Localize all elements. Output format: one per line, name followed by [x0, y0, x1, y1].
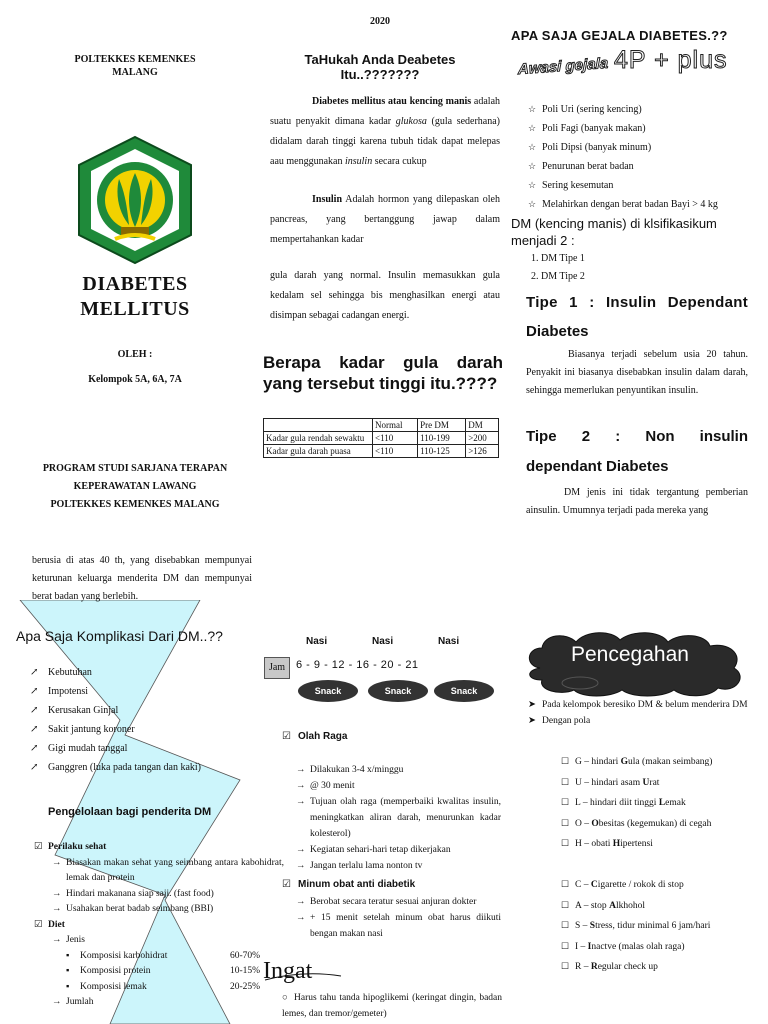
glukosa-word: glukosa	[395, 116, 427, 127]
list-item	[528, 176, 768, 195]
snack-badge: Snack	[368, 680, 428, 702]
arrow-right-icon: →	[52, 857, 62, 868]
arrow-right-icon: →	[296, 897, 306, 907]
list-item-text: Dilakukan 3-4 x/minggu	[310, 765, 404, 775]
diet-row	[34, 918, 284, 934]
walking-icon: ☆	[528, 104, 537, 114]
walking-icon: ☆	[528, 123, 537, 133]
tipe1-heading	[526, 288, 748, 346]
square-bullet-icon: ▪	[66, 966, 70, 976]
arrow-right-icon: →	[296, 797, 306, 807]
list-item-text: Gigi mudah tanggal	[48, 743, 128, 754]
program-line: PROGRAM STUDI SARJANA TERAPAN	[42, 463, 228, 474]
table-cell: 110-125	[418, 445, 466, 458]
list-item-text: + 15 menit setelah minum obat harus diikuti bengan makan nasi	[310, 913, 501, 939]
list-item-text: Poli Uri (sering kencing)	[542, 104, 642, 115]
table-header-cell	[264, 419, 373, 432]
list-item	[30, 701, 270, 720]
komposisi-name: Komposisi protein	[80, 966, 151, 976]
list-item-text: Biasakan makan sehat yang seimbang antara kabohidrat, lemak dan protein	[66, 857, 284, 883]
list-item	[296, 910, 501, 942]
awasi-big-label: 4P + plus	[614, 46, 728, 74]
nasi-label: Nasi	[438, 636, 460, 647]
checkbox-icon: ☑	[282, 879, 291, 890]
square-bullet-icon: ☐	[561, 899, 570, 910]
list-item	[561, 793, 761, 814]
list-item	[528, 195, 768, 214]
list-item-text: Sering kesemutan	[542, 180, 614, 191]
table-cell: <110	[373, 445, 418, 458]
list-item	[34, 949, 284, 965]
awasi-banner	[518, 46, 758, 84]
table-cell: 110-199	[418, 432, 466, 445]
arrow-icon: ↗	[30, 705, 39, 716]
olah-raga-list	[296, 762, 501, 874]
jumlah-row	[34, 995, 284, 1011]
list-item-text: Jangan terlalu lama nonton tv	[310, 861, 423, 871]
walking-icon: ☆	[528, 142, 537, 152]
list-item	[30, 758, 270, 777]
list-item	[34, 902, 284, 918]
list-item-text: Penurunan berat badan	[542, 161, 634, 172]
program-line: KEPERAWATAN LAWANG	[73, 481, 197, 492]
dm-definition-text: (gula sederhana) didalam darah tinggi karena tubuh tidak dapat melepas aau menggunakan	[270, 116, 500, 167]
tipe1-heading-line: Tipe 1 : Insulin Dependant	[526, 294, 748, 311]
table-cell: Kadar gula rendah sewaktu	[264, 432, 373, 445]
caspir-list	[561, 875, 761, 978]
list-item	[561, 875, 761, 896]
komposisi-name: Komposisi karbohidrat	[80, 950, 168, 961]
list-item	[528, 100, 768, 119]
list-item-text: U – hindari asam Urat	[575, 777, 660, 788]
dm-definition-text: adalah suatu penyakit dimana kadar	[270, 96, 501, 127]
gejala-heading: APA SAJA GEJALA DIABETES.??	[511, 28, 728, 43]
tipe1-heading-line: Diabetes	[526, 323, 589, 340]
list-item: 1. DM Tipe 1	[541, 250, 741, 268]
list-item	[528, 157, 768, 176]
list-item-text: Melahirkan dengan berat badan Bayi > 4 kg	[542, 199, 718, 210]
list-item-text: C – Cigarette / rokok di stop	[575, 880, 684, 890]
list-item-text: L – hindari diit tinggi Lemak	[575, 798, 686, 808]
list-item	[30, 720, 270, 739]
square-bullet-icon: ☐	[561, 940, 570, 951]
checkbox-icon: ☑	[34, 919, 43, 930]
list-item: 2. DM Tipe 2	[541, 268, 741, 286]
checkbox-icon: ☑	[282, 731, 291, 742]
kadar-question: Berapa kadar gula darah yang tersebut tinggi itu.????	[263, 353, 503, 393]
list-item	[34, 964, 284, 980]
list-item	[34, 980, 284, 996]
arrow-right-icon: →	[52, 888, 62, 899]
nasi-label: Nasi	[372, 636, 394, 647]
arrow-right-icon: →	[296, 845, 306, 855]
komposisi-value: 20-25%	[230, 981, 261, 992]
checkbox-icon: ☑	[34, 842, 43, 852]
komposisi-value: 10-15%	[230, 966, 261, 976]
circle-bullet-icon: ○	[282, 993, 288, 1003]
pengelolaan-content	[34, 840, 284, 1011]
arrow-right-icon: →	[52, 904, 62, 914]
list-item-text: Ganggren (luka pada tangan dan kaki)	[48, 762, 201, 773]
triangle-bullet-icon: ➤	[528, 716, 536, 726]
arrow-icon: ↗	[30, 686, 39, 697]
kelompok-label: Kelompok 5A, 6A, 7A	[88, 374, 182, 385]
list-item	[528, 713, 753, 729]
ingat-text	[282, 990, 502, 1022]
square-bullet-icon: ☐	[561, 776, 570, 787]
list-item-text: Hindari makanana siap saji. (fast food)	[66, 888, 214, 899]
list-item	[296, 778, 501, 794]
tipe2-heading-line: Tipe 2 : Non insulin	[526, 428, 748, 445]
komposisi-name: Komposisi lemak	[80, 981, 147, 992]
table-cell: >126	[466, 445, 499, 458]
list-item	[561, 896, 761, 917]
walking-icon: ☆	[528, 180, 537, 190]
snack-badge: Snack	[298, 680, 358, 702]
list-item-text: Impotensi	[48, 686, 88, 697]
list-item	[34, 887, 284, 903]
tipe2-text: DM jenis ini tidak tergantung pemberian ainsulin. Umumnya terjadi pada mereka yang	[526, 487, 748, 516]
list-item-text: Tujuan olah raga (memperbaiki kwalitas insulin, meningkatkan aliran darah, menurunkan kadar kolesterol)	[310, 797, 501, 839]
list-item-text: Dengan pola	[542, 716, 591, 726]
arrow-right-icon: →	[296, 861, 306, 871]
list-item-text: @ 30 menit	[310, 781, 355, 791]
list-item	[528, 697, 753, 713]
poltekkes-logo	[75, 135, 195, 265]
list-item	[34, 856, 284, 887]
awasi-label: Awasi gejala	[518, 54, 609, 79]
ingat-label: Ingat	[263, 958, 313, 984]
tipe1-text: Biasanya terjadi sebelum usia 20 tahun. Penyakit ini biasanya disebabkan insulin dalam darah, sehingga memerlukan penyuntikan insulin.	[526, 349, 748, 396]
square-bullet-icon: ▪	[66, 950, 70, 961]
diet-label: Diet	[48, 919, 65, 930]
list-item	[296, 894, 501, 910]
arrow-icon: ↗	[30, 762, 39, 773]
jumlah-label: Jumlah	[66, 997, 94, 1007]
list-item-text: Pada kelompok beresiko DM & belum menderira DM	[542, 700, 748, 710]
arrow-icon: ↗	[30, 667, 39, 678]
usia-text: berusia di atas 40 th, yang disebabkan mempunyai keturunan keluarga menderita DM dan mempunyai berat badan yang berlebih.	[32, 555, 252, 602]
insulin-word: insulin	[344, 156, 373, 167]
minum-obat-label: Minum obat anti diabetik	[298, 879, 416, 890]
pengelolaan-heading: Pengelolaan bagi penderita DM	[48, 806, 212, 818]
list-item	[561, 834, 761, 855]
list-item	[30, 739, 270, 758]
olah-raga-label: Olah Raga	[298, 731, 348, 742]
list-item	[296, 794, 501, 842]
list-item	[561, 814, 761, 835]
pencegahan-points	[528, 697, 753, 729]
jam-label: Jam	[264, 657, 290, 679]
list-item-text: I – Inactve (malas olah raga)	[575, 941, 685, 952]
list-item	[561, 916, 761, 937]
tipe-list	[523, 250, 741, 286]
list-item-text: O – Obesitas (kegemukan) di cegah	[575, 818, 712, 829]
square-bullet-icon: ☐	[561, 817, 570, 828]
year-label: 2020	[370, 16, 390, 27]
table-header-row	[264, 419, 499, 432]
walking-icon: ☆	[528, 161, 537, 171]
square-bullet-icon: ☐	[561, 879, 570, 889]
list-item-text: Poli Fagi (banyak makan)	[542, 123, 646, 134]
perilaku-row	[34, 840, 284, 856]
insulin-paragraph	[270, 190, 500, 250]
list-item-text: Berobat secara teratur sesuai anjuran dokter	[310, 897, 477, 907]
arrow-right-icon: →	[52, 935, 62, 945]
program-line: POLTEKKES KEMENKES MALANG	[50, 499, 220, 510]
snack-badge: Snack	[434, 680, 494, 702]
table-header-cell: DM	[466, 419, 499, 432]
gulo-list	[561, 752, 761, 855]
list-item-text: H – obati Hipertensi	[575, 839, 653, 849]
klasifikasi-heading: DM (kencing manis) di klsifikasikum menjadi 2 :	[511, 216, 717, 248]
square-bullet-icon: ☐	[561, 756, 570, 766]
square-bullet-icon: ☐	[561, 838, 570, 848]
minum-obat-list	[296, 894, 501, 942]
list-item	[296, 842, 501, 858]
table-header-cell: Normal	[373, 419, 418, 432]
list-item	[296, 858, 501, 874]
arrow-right-icon: →	[296, 781, 306, 791]
arrow-icon: ↗	[30, 743, 39, 754]
list-item-text: Poli Dipsi (banyak minum)	[542, 142, 652, 153]
walking-icon: ☆	[528, 199, 537, 209]
komposisi-value: 60-70%	[230, 950, 261, 961]
tipe2-heading	[526, 422, 748, 482]
jenis-label: Jenis	[66, 935, 85, 945]
table-cell: <110	[373, 432, 418, 445]
tipe2-heading-line: dependant Diabetes	[526, 458, 669, 475]
list-item	[561, 937, 761, 958]
dm-definition	[270, 92, 500, 172]
olah-raga-heading	[282, 728, 502, 745]
insulin-text: Adalah hormon yang dilepaskan oleh pancreas, yang bertanggung jawap dalam mempertahankan kadar	[270, 194, 500, 245]
arrow-right-icon: →	[52, 997, 62, 1007]
insulin-paragraph-2: gula darah yang normal. Insulin memasukkan gula kedalam sel sehingga bis menghasilkan energi atau disimpan sebagai cadangan energi.	[270, 270, 500, 321]
list-item-text: Sakit jantung koroner	[48, 724, 135, 735]
jam-times: 6 - 9 - 12 - 16 - 20 - 21	[296, 659, 419, 671]
list-item-text: Usahakan berat badab seimbang (BBI)	[66, 904, 214, 914]
list-item	[528, 119, 768, 138]
table-cell: >200	[466, 432, 499, 445]
document-title: DIABETES MELLITUS	[80, 273, 190, 320]
komplikasi-heading: Apa Saja Komplikasi Dari DM..??	[16, 628, 223, 644]
square-bullet-icon: ☐	[561, 920, 570, 930]
perilaku-label: Perilaku sehat	[48, 842, 107, 852]
list-item	[528, 138, 768, 157]
list-item-text: Kegiatan sehari-hari tetap dikerjakan	[310, 845, 451, 855]
triangle-bullet-icon: ➤	[528, 700, 536, 710]
tahukah-heading: TaHukah Anda Deabetes Itu..???????	[304, 52, 456, 82]
program-block	[20, 460, 250, 514]
ingat-heading	[263, 958, 312, 985]
pencegahan-label: Pencegahan	[571, 643, 689, 666]
arrow-right-icon: →	[296, 765, 306, 775]
komplikasi-list	[30, 663, 270, 777]
list-item-text: Kebutuhan	[48, 667, 92, 678]
nasi-label: Nasi	[306, 636, 328, 647]
list-item	[561, 752, 761, 773]
list-item	[561, 957, 761, 978]
list-item	[296, 762, 501, 778]
square-bullet-icon: ☐	[561, 961, 570, 971]
list-item	[561, 773, 761, 794]
org-name: POLTEKKES KEMENKES MALANG	[74, 54, 196, 78]
square-bullet-icon: ☐	[561, 797, 570, 807]
list-item-text: S – Stress, tidur minimal 6 jam/hari	[575, 921, 711, 931]
insulin-bold: Insulin	[312, 194, 343, 205]
oleh-label: OLEH :	[117, 349, 153, 360]
table-row	[264, 432, 499, 445]
jenis-row	[34, 933, 284, 949]
dm-definition-text: secara cukup	[372, 156, 427, 167]
square-bullet-icon: ▪	[66, 981, 70, 992]
arrow-right-icon: →	[296, 913, 306, 923]
list-item-text: G – hindari Gula (makan seimbang)	[575, 757, 713, 767]
list-item-text: A – stop Alkhohol	[575, 900, 645, 911]
strike-decoration	[263, 970, 343, 984]
list-item	[30, 682, 270, 701]
list-item	[30, 663, 270, 682]
minum-obat-heading	[282, 876, 502, 893]
kadar-table	[263, 418, 499, 458]
list-item-text: R – Regular check up	[575, 962, 658, 972]
dm-definition-bold: Diabetes mellitus atau kencing manis	[312, 96, 472, 107]
table-header-cell: Pre DM	[418, 419, 466, 432]
table-row	[264, 445, 499, 458]
ingat-text-body: Harus tahu tanda hipoglikemi (keringat dingin, badan lemes, dan tremor/gemeter)	[282, 993, 502, 1019]
arrow-icon: ↗	[30, 724, 39, 735]
gejala-list	[528, 100, 768, 214]
table-cell: Kadar gula darah puasa	[264, 445, 373, 458]
list-item-text: Kerusakan Ginjal	[48, 705, 119, 716]
